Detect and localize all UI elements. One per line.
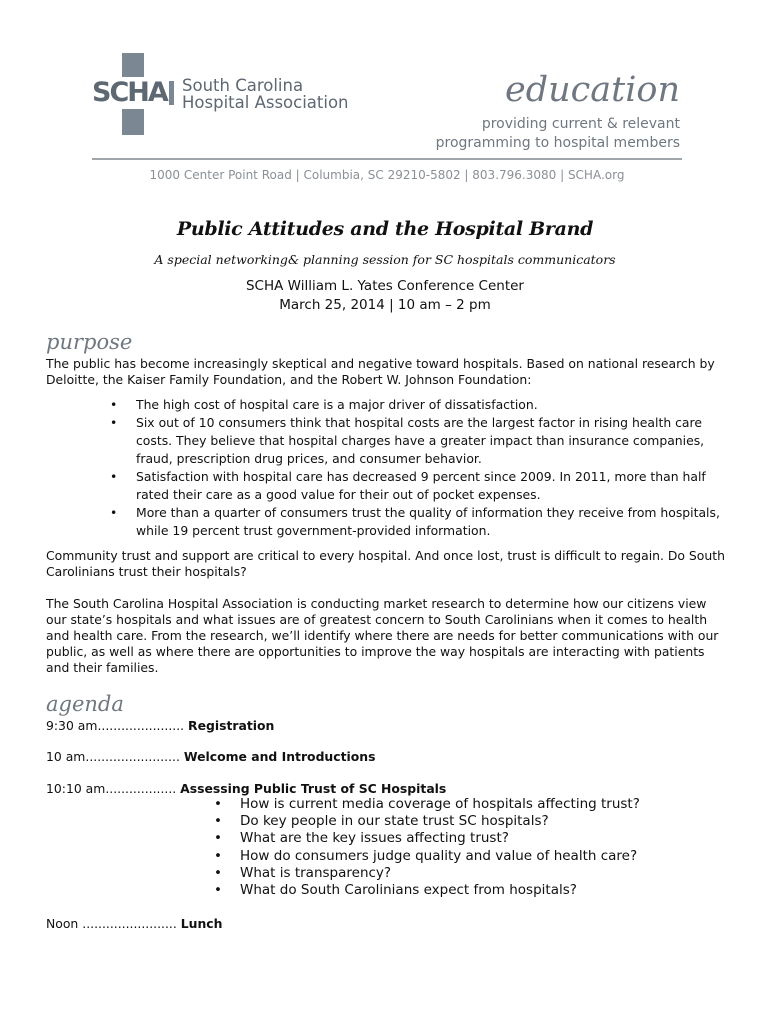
bullet-item: • Six out of 10 consumers think that hospital costs are the largest factor in rising health care costs. They believe that hospital charges have a greater impact than insurance companies, fraud, prescription drug prices, and consumer behavior.: [110, 414, 730, 468]
purpose-paragraph-3: The South Carolina Hospital Association is conducting market research to determine how our citizens view our state’s hospitals and what issues are of greatest concern to South Carolinians when it comes to health and health care. From the research, we’ll identify where there are needs for better communications with our public, as well as where there are opportunities to improve the way hospitals are interacting with patients and their families.: [46, 596, 719, 675]
question-item: • Do key people in our state trust SC hospitals?: [214, 813, 734, 830]
tagline-line1: providing current & relevant: [481, 116, 680, 132]
agenda-item-registration: [46, 718, 274, 733]
agenda-heading: agenda: [46, 692, 124, 716]
logo-name-line1: South Carolina: [182, 76, 304, 95]
agenda-item-welcome: [46, 749, 375, 764]
agenda-time: 10:10 am: [46, 781, 106, 796]
agenda-time: 10 am: [46, 749, 86, 764]
header-divider: [92, 158, 682, 160]
document-subtitle: A special networking& planning session for SC hospitals communicators: [154, 252, 616, 267]
purpose-heading: purpose: [46, 330, 133, 354]
tagline-line2: programming to hospital members: [435, 135, 680, 151]
event-venue: SCHA William L. Yates Conference Center: [245, 278, 524, 294]
logo-name: [182, 77, 349, 111]
purpose-paragraph-2: Community trust and support are critical to every hospital. And once lost, trust is difficult to regain. Do South Carolinians trust their hospitals?: [46, 548, 725, 579]
agenda-label: Assessing Public Trust of SC Hospitals: [180, 781, 447, 796]
question-item: • How do consumers judge quality and value of health care?: [214, 848, 734, 865]
logo-name-line2: Hospital Association: [182, 93, 349, 112]
bullet-item: • Satisfaction with hospital care has decreased 9 percent since 2009. In 2011, more than half rated their care as a good value for their out of pocket expenses.: [110, 468, 730, 504]
question-item: • What is transparency?: [214, 865, 734, 882]
bullet-item: • The high cost of hospital care is a major driver of dissatisfaction.: [110, 396, 730, 414]
address-line: 1000 Center Point Road | Columbia, SC 29210-5802 | 803.796.3080 | SCHA.org: [149, 168, 625, 182]
purpose-bullets: [110, 396, 730, 540]
agenda-leader: ......................: [97, 718, 185, 733]
logo-abbrev: SCHA: [92, 77, 167, 108]
agenda-label: Registration: [188, 718, 275, 733]
education-tagline: [436, 115, 680, 153]
event-details: [0, 277, 770, 315]
question-item: • What are the key issues affecting trust?: [214, 830, 734, 847]
question-item: • How is current media coverage of hospitals affecting trust?: [214, 796, 734, 813]
agenda-leader: ........................: [82, 916, 177, 931]
agenda-time: 9:30 am: [46, 718, 98, 733]
event-datetime: March 25, 2014 | 10 am – 2 pm: [279, 297, 491, 313]
agenda-label: Lunch: [180, 916, 223, 931]
agenda-item-trust: [46, 781, 446, 796]
document-title: Public Attitudes and the Hospital Brand: [176, 218, 594, 240]
bullet-item: • More than a quarter of consumers trust the quality of information they receive from hospitals, while 19 percent trust government-provided information.: [110, 504, 730, 540]
question-item: • What do South Carolinians expect from hospitals?: [214, 882, 734, 899]
agenda-leader: ..................: [105, 781, 177, 796]
education-heading: education: [505, 70, 680, 110]
agenda-leader: ........................: [85, 749, 180, 764]
trust-questions: [214, 796, 734, 899]
agenda-time: Noon: [46, 916, 79, 931]
scha-logo: [92, 53, 352, 138]
agenda-label: Welcome and Introductions: [183, 749, 376, 764]
agenda-item-lunch: [46, 916, 222, 931]
purpose-intro: The public has become increasingly skeptical and negative toward hospitals. Based on national research by Deloitte, the Kaiser Family Foundation, and the Robert W. Johnson Foundation:: [46, 356, 715, 387]
